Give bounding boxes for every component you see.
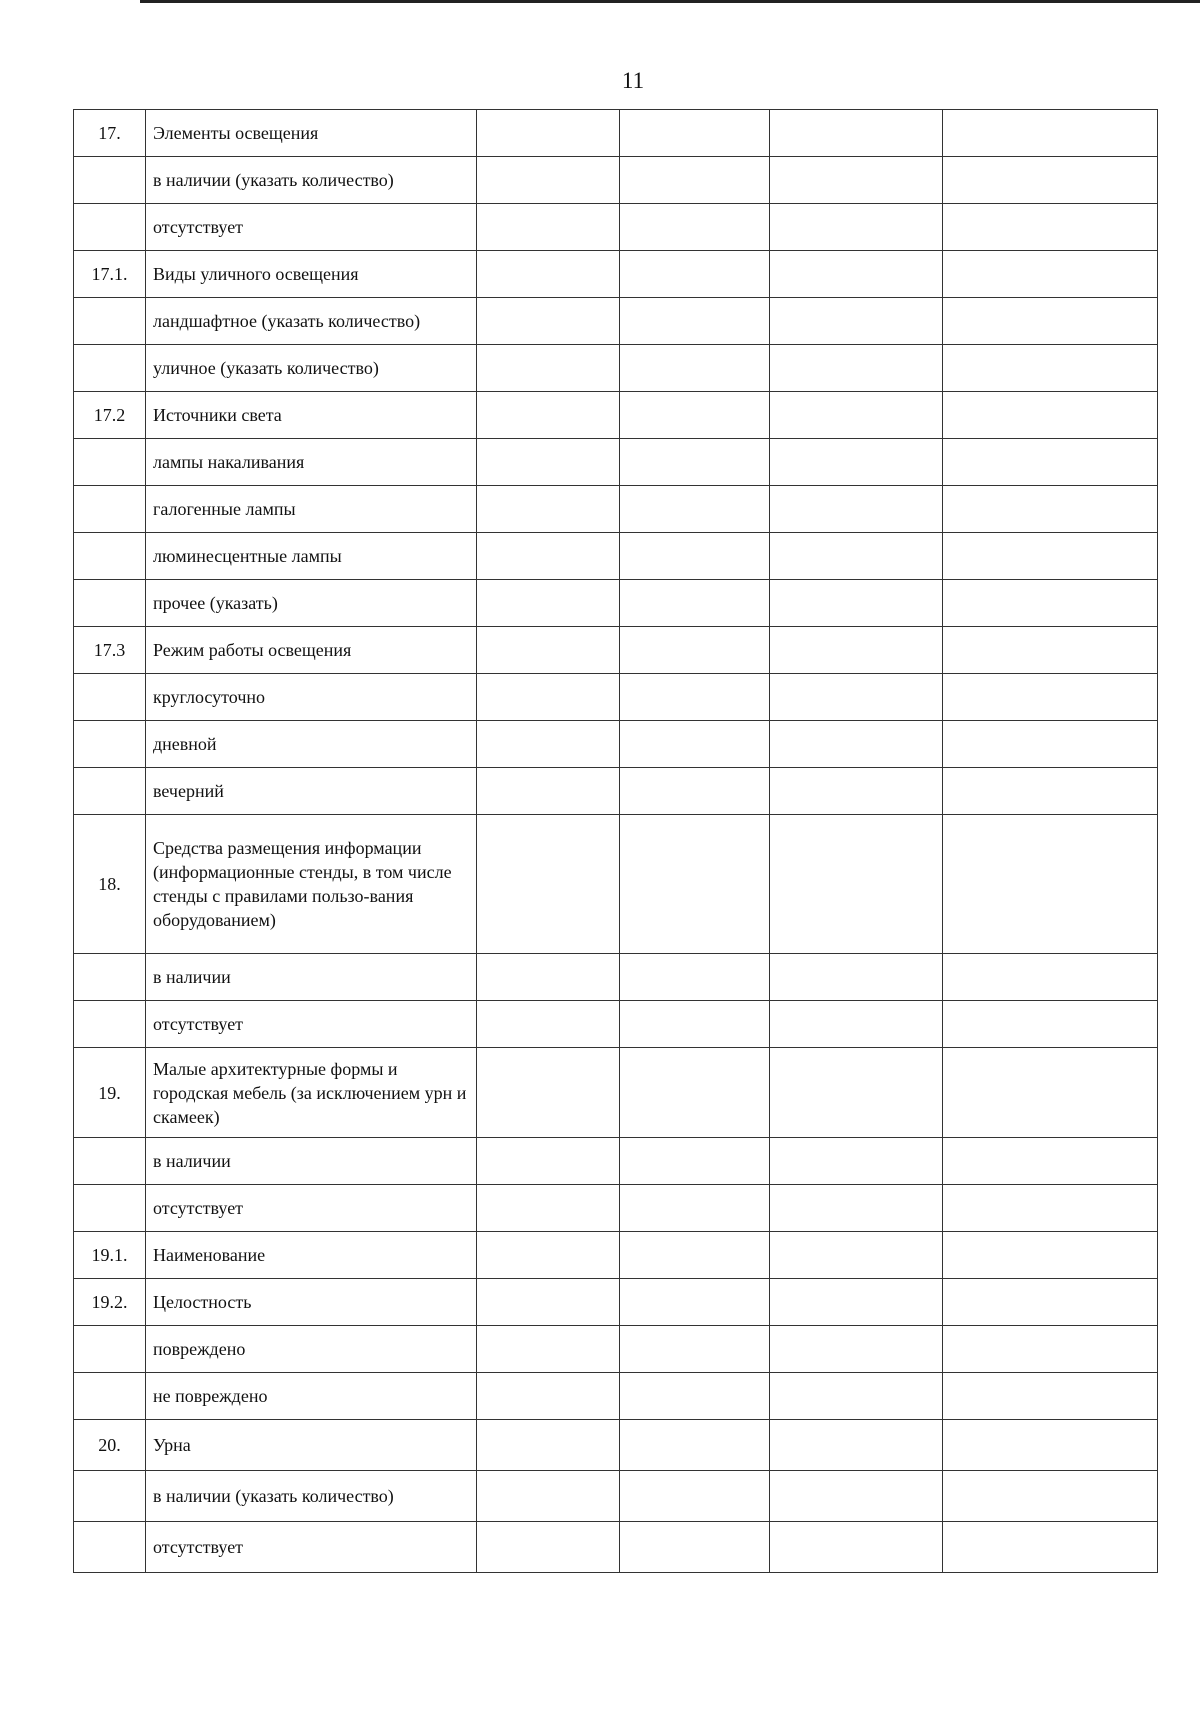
entry-cell[interactable] xyxy=(620,110,770,157)
entry-cell[interactable] xyxy=(620,1001,770,1048)
table-row xyxy=(74,392,1158,439)
row-number xyxy=(74,721,146,768)
table-row xyxy=(74,345,1158,392)
entry-cell[interactable] xyxy=(477,1373,620,1420)
entry-cell[interactable] xyxy=(770,392,943,439)
entry-cell[interactable] xyxy=(943,298,1158,345)
entry-cell[interactable] xyxy=(770,251,943,298)
row-label: люминесцентные лампы xyxy=(146,533,477,580)
row-label: Источники света xyxy=(146,392,477,439)
row-label: Урна xyxy=(146,1420,477,1471)
entry-cell[interactable] xyxy=(477,815,620,954)
entry-cell[interactable] xyxy=(620,486,770,533)
table-row xyxy=(74,533,1158,580)
row-number xyxy=(74,1522,146,1573)
entry-cell[interactable] xyxy=(477,533,620,580)
table-row xyxy=(74,954,1158,1001)
entry-cell[interactable] xyxy=(943,1232,1158,1279)
row-number xyxy=(74,768,146,815)
entry-cell[interactable] xyxy=(477,954,620,1001)
row-label: вечерний xyxy=(146,768,477,815)
entry-cell[interactable] xyxy=(620,674,770,721)
entry-cell[interactable] xyxy=(943,1373,1158,1420)
row-label: Средства размещения информации (информационные стенды, в том числе стенды с правилами пользо-вания оборудованием) xyxy=(146,815,477,954)
entry-cell[interactable] xyxy=(943,345,1158,392)
row-number: 17.2 xyxy=(74,392,146,439)
entry-cell[interactable] xyxy=(620,392,770,439)
row-number xyxy=(74,1326,146,1373)
table-row xyxy=(74,1232,1158,1279)
row-number: 17.1. xyxy=(74,251,146,298)
row-label: Виды уличного освещения xyxy=(146,251,477,298)
entry-cell[interactable] xyxy=(620,157,770,204)
row-label: круглосуточно xyxy=(146,674,477,721)
entry-cell[interactable] xyxy=(620,580,770,627)
entry-cell[interactable] xyxy=(770,1420,943,1471)
entry-cell[interactable] xyxy=(620,768,770,815)
entry-cell[interactable] xyxy=(620,627,770,674)
entry-cell[interactable] xyxy=(477,580,620,627)
row-label: отсутствует xyxy=(146,1001,477,1048)
row-label: в наличии xyxy=(146,1138,477,1185)
table-row xyxy=(74,298,1158,345)
entry-cell[interactable] xyxy=(770,627,943,674)
entry-cell[interactable] xyxy=(770,1001,943,1048)
row-number xyxy=(74,674,146,721)
entry-cell[interactable] xyxy=(770,815,943,954)
entry-cell[interactable] xyxy=(943,1326,1158,1373)
page-number: 11 xyxy=(621,68,645,93)
entry-cell[interactable] xyxy=(770,1232,943,1279)
entry-cell[interactable] xyxy=(477,1326,620,1373)
entry-cell[interactable] xyxy=(770,1138,943,1185)
row-number xyxy=(74,580,146,627)
entry-cell[interactable] xyxy=(477,486,620,533)
entry-cell[interactable] xyxy=(943,486,1158,533)
entry-cell[interactable] xyxy=(477,721,620,768)
table-row xyxy=(74,439,1158,486)
table-row xyxy=(74,1373,1158,1420)
entry-cell[interactable] xyxy=(770,721,943,768)
row-number xyxy=(74,204,146,251)
entry-cell[interactable] xyxy=(770,157,943,204)
entry-cell[interactable] xyxy=(943,1420,1158,1471)
row-label: ландшафтное (указать количество) xyxy=(146,298,477,345)
entry-cell[interactable] xyxy=(943,533,1158,580)
row-label: Малые архитектурные формы и городская мебель (за исключением урн и скамеек) xyxy=(146,1048,477,1138)
table-row xyxy=(74,204,1158,251)
table-row xyxy=(74,627,1158,674)
entry-cell[interactable] xyxy=(770,580,943,627)
entry-cell[interactable] xyxy=(770,1471,943,1522)
row-label: Целостность xyxy=(146,1279,477,1326)
table-row xyxy=(74,768,1158,815)
table-row xyxy=(74,110,1158,157)
row-number xyxy=(74,439,146,486)
entry-cell[interactable] xyxy=(620,298,770,345)
entry-cell[interactable] xyxy=(620,533,770,580)
row-label: отсутствует xyxy=(146,1522,477,1573)
entry-cell[interactable] xyxy=(770,1185,943,1232)
entry-cell[interactable] xyxy=(477,392,620,439)
entry-cell[interactable] xyxy=(770,1326,943,1373)
entry-cell[interactable] xyxy=(943,1138,1158,1185)
entry-cell[interactable] xyxy=(620,251,770,298)
entry-cell[interactable] xyxy=(620,1232,770,1279)
entry-cell[interactable] xyxy=(620,815,770,954)
entry-cell[interactable] xyxy=(943,1279,1158,1326)
row-number: 20. xyxy=(74,1420,146,1471)
row-label: дневной xyxy=(146,721,477,768)
entry-cell[interactable] xyxy=(943,157,1158,204)
entry-cell[interactable] xyxy=(477,1232,620,1279)
entry-cell[interactable] xyxy=(620,1185,770,1232)
row-label: Элементы освещения xyxy=(146,110,477,157)
table-row xyxy=(74,1048,1158,1138)
entry-cell[interactable] xyxy=(943,721,1158,768)
entry-cell[interactable] xyxy=(620,345,770,392)
row-label: повреждено xyxy=(146,1326,477,1373)
row-number xyxy=(74,486,146,533)
row-number: 19.1. xyxy=(74,1232,146,1279)
row-label: отсутствует xyxy=(146,204,477,251)
table-row xyxy=(74,721,1158,768)
entry-cell[interactable] xyxy=(943,580,1158,627)
entry-cell[interactable] xyxy=(477,1185,620,1232)
row-number xyxy=(74,954,146,1001)
entry-cell[interactable] xyxy=(477,110,620,157)
row-number xyxy=(74,157,146,204)
row-number: 19. xyxy=(74,1048,146,1138)
entry-cell[interactable] xyxy=(477,345,620,392)
entry-cell[interactable] xyxy=(943,110,1158,157)
table-row xyxy=(74,1471,1158,1522)
entry-cell[interactable] xyxy=(477,1001,620,1048)
table-row xyxy=(74,580,1158,627)
entry-cell[interactable] xyxy=(943,954,1158,1001)
table-row xyxy=(74,1326,1158,1373)
entry-cell[interactable] xyxy=(477,674,620,721)
table-row xyxy=(74,1001,1158,1048)
entry-cell[interactable] xyxy=(770,1279,943,1326)
row-number: 17.3 xyxy=(74,627,146,674)
table-row xyxy=(74,486,1158,533)
row-label: не повреждено xyxy=(146,1373,477,1420)
entry-cell[interactable] xyxy=(620,1048,770,1138)
entry-cell[interactable] xyxy=(620,1326,770,1373)
row-number xyxy=(74,1138,146,1185)
top-border-rule xyxy=(140,0,1200,3)
entry-cell[interactable] xyxy=(477,251,620,298)
entry-cell[interactable] xyxy=(770,674,943,721)
entry-cell[interactable] xyxy=(477,439,620,486)
row-number: 19.2. xyxy=(74,1279,146,1326)
table-row xyxy=(74,1522,1158,1573)
entry-cell[interactable] xyxy=(770,954,943,1001)
entry-cell[interactable] xyxy=(620,439,770,486)
row-label: прочее (указать) xyxy=(146,580,477,627)
table-row xyxy=(74,674,1158,721)
entry-cell[interactable] xyxy=(477,1420,620,1471)
entry-cell[interactable] xyxy=(943,251,1158,298)
inspection-form-table xyxy=(73,109,1158,1573)
row-number xyxy=(74,1001,146,1048)
entry-cell[interactable] xyxy=(770,1522,943,1573)
table-row xyxy=(74,815,1158,954)
entry-cell[interactable] xyxy=(477,157,620,204)
entry-cell[interactable] xyxy=(943,768,1158,815)
entry-cell[interactable] xyxy=(477,1138,620,1185)
row-number xyxy=(74,1185,146,1232)
row-label: в наличии (указать количество) xyxy=(146,157,477,204)
row-label: в наличии (указать количество) xyxy=(146,1471,477,1522)
row-number: 18. xyxy=(74,815,146,954)
row-label: лампы накаливания xyxy=(146,439,477,486)
entry-cell[interactable] xyxy=(943,1471,1158,1522)
entry-cell[interactable] xyxy=(477,1048,620,1138)
entry-cell[interactable] xyxy=(620,1420,770,1471)
row-number xyxy=(74,298,146,345)
entry-cell[interactable] xyxy=(943,204,1158,251)
row-number xyxy=(74,345,146,392)
entry-cell[interactable] xyxy=(770,1373,943,1420)
entry-cell[interactable] xyxy=(477,1522,620,1573)
entry-cell[interactable] xyxy=(620,1373,770,1420)
entry-cell[interactable] xyxy=(770,298,943,345)
entry-cell[interactable] xyxy=(770,768,943,815)
table-row xyxy=(74,251,1158,298)
entry-cell[interactable] xyxy=(943,1001,1158,1048)
row-number xyxy=(74,1373,146,1420)
entry-cell[interactable] xyxy=(770,110,943,157)
entry-cell[interactable] xyxy=(477,1279,620,1326)
entry-cell[interactable] xyxy=(477,1471,620,1522)
entry-cell[interactable] xyxy=(943,674,1158,721)
entry-cell[interactable] xyxy=(477,627,620,674)
entry-cell[interactable] xyxy=(620,1522,770,1573)
entry-cell[interactable] xyxy=(620,954,770,1001)
table-row xyxy=(74,1185,1158,1232)
entry-cell[interactable] xyxy=(770,533,943,580)
entry-cell[interactable] xyxy=(770,204,943,251)
entry-cell[interactable] xyxy=(477,204,620,251)
entry-cell[interactable] xyxy=(477,298,620,345)
row-label: отсутствует xyxy=(146,1185,477,1232)
entry-cell[interactable] xyxy=(943,1048,1158,1138)
row-number xyxy=(74,533,146,580)
entry-cell[interactable] xyxy=(620,721,770,768)
entry-cell[interactable] xyxy=(943,1185,1158,1232)
row-number xyxy=(74,1471,146,1522)
row-label: Режим работы освещения xyxy=(146,627,477,674)
table-row xyxy=(74,157,1158,204)
entry-cell[interactable] xyxy=(943,439,1158,486)
table-row xyxy=(74,1138,1158,1185)
entry-cell[interactable] xyxy=(943,815,1158,954)
entry-cell[interactable] xyxy=(770,439,943,486)
entry-cell[interactable] xyxy=(620,204,770,251)
entry-cell[interactable] xyxy=(943,627,1158,674)
row-number: 17. xyxy=(74,110,146,157)
entry-cell[interactable] xyxy=(620,1138,770,1185)
entry-cell[interactable] xyxy=(943,1522,1158,1573)
table-row xyxy=(74,1279,1158,1326)
entry-cell[interactable] xyxy=(770,1048,943,1138)
table-row xyxy=(74,1420,1158,1471)
entry-cell[interactable] xyxy=(620,1279,770,1326)
entry-cell[interactable] xyxy=(770,345,943,392)
row-label: уличное (указать количество) xyxy=(146,345,477,392)
row-label: в наличии xyxy=(146,954,477,1001)
entry-cell[interactable] xyxy=(620,1471,770,1522)
entry-cell[interactable] xyxy=(770,486,943,533)
entry-cell[interactable] xyxy=(943,392,1158,439)
row-label: Наименование xyxy=(146,1232,477,1279)
entry-cell[interactable] xyxy=(477,768,620,815)
row-label: галогенные лампы xyxy=(146,486,477,533)
